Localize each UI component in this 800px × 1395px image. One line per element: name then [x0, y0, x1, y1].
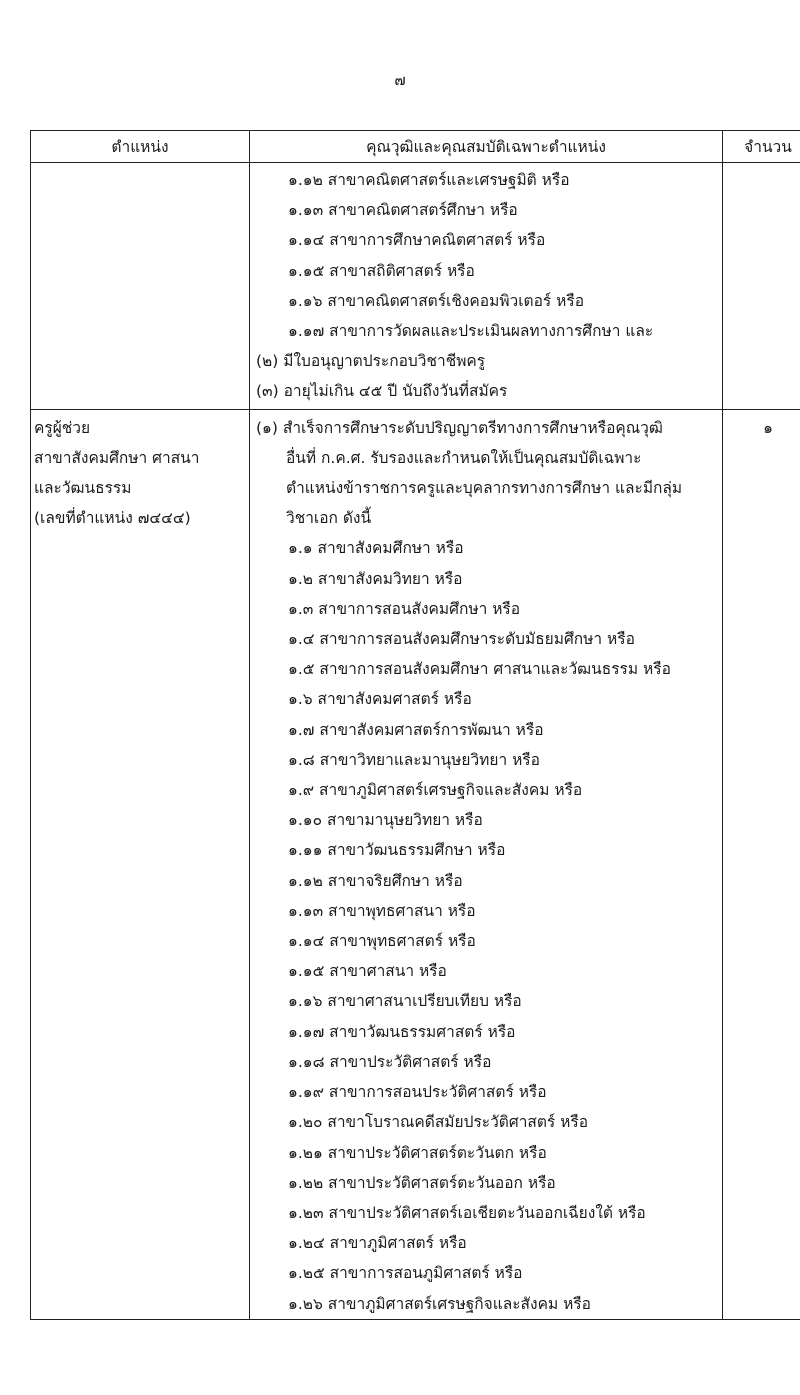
- sub-item: ๑.๒ สาขาสังคมวิทยา หรือ: [288, 569, 463, 588]
- sub-item: ๑.๔ สาขาการสอนสังคมศึกษาระดับมัธยมศึกษา หรือ: [288, 630, 635, 649]
- sub-item: ๑.๑๐ สาขามานุษยวิทยา หรือ: [288, 811, 483, 830]
- sub-item: ๑.๒๔ สาขาภูมิศาสตร์ หรือ: [288, 1234, 467, 1253]
- position-subject: สาขาสังคมศึกษา ศาสนา: [34, 448, 200, 467]
- sub-item: ๑.๑๕ สาขาสถิติศาสตร์ หรือ: [288, 261, 475, 280]
- table-row: [31, 409, 800, 1319]
- sub-item: ๑.๑๑ สาขาวัฒนธรรมศึกษา หรือ: [288, 841, 506, 860]
- table-row: [31, 163, 800, 410]
- sub-item: ๑.๒๒ สาขาประวัติศาสตร์ตะวันออก หรือ: [288, 1173, 556, 1192]
- sub-item: ๑.๑๙ สาขาการสอนประวัติศาสตร์ หรือ: [288, 1083, 547, 1102]
- qualification-intro-cont: วิชาเอก ดังนี้: [286, 509, 372, 528]
- qualification-cell: [250, 409, 723, 1319]
- count-cell: ๑: [723, 409, 800, 1319]
- sub-item: ๑.๑ สาขาสังคมศึกษา หรือ: [288, 539, 464, 558]
- header-position: ตำแหน่ง: [31, 131, 250, 163]
- position-cell: [31, 409, 250, 1319]
- sub-item: ๑.๑๗ สาขาการวัดผลและประเมินผลทางการศึกษา และ: [288, 322, 654, 341]
- qualification-table: [30, 130, 800, 1320]
- sub-item: ๑.๙ สาขาภูมิศาสตร์เศรษฐกิจและสังคม หรือ: [288, 781, 583, 800]
- sub-item: ๑.๑๔ สาขาพุทธศาสตร์ หรือ: [288, 932, 476, 951]
- qualification-intro-cont: อื่นที่ ก.ค.ศ. รับรองและกำหนดให้เป็นคุณสมบัติเฉพาะ: [286, 448, 642, 467]
- sub-item: ๑.๒๕ สาขาการสอนภูมิศาสตร์ หรือ: [288, 1264, 523, 1283]
- qualification-item: (๓) อายุไม่เกิน ๔๕ ปี นับถึงวันที่สมัคร: [256, 382, 508, 401]
- header-qualifications: คุณวุฒิและคุณสมบัติเฉพาะตำแหน่ง: [250, 131, 723, 163]
- qualification-cell: [250, 163, 723, 410]
- position-number: (เลขที่ตำแหน่ง ๗๔๔๔): [34, 508, 191, 527]
- sub-item: ๑.๒๖ สาขาภูมิศาสตร์เศรษฐกิจและสังคม หรือ: [288, 1294, 591, 1313]
- sub-item: ๑.๒๑ สาขาประวัติศาสตร์ตะวันตก หรือ: [288, 1143, 547, 1162]
- sub-item: ๑.๕ สาขาการสอนสังคมศึกษา ศาสนาและวัฒนธรรม หรือ: [288, 660, 671, 679]
- sub-item: ๑.๒๓ สาขาประวัติศาสตร์เอเชียตะวันออกเฉียงใต้ หรือ: [288, 1203, 646, 1222]
- sub-item: ๑.๑๗ สาขาวัฒนธรรมศาสตร์ หรือ: [288, 1022, 516, 1041]
- qualification-intro-cont: ตำแหน่งข้าราชการครูและบุคลากรทางการศึกษา และมีกลุ่ม: [286, 479, 683, 498]
- sub-item: ๑.๖ สาขาสังคมศาสตร์ หรือ: [288, 690, 472, 709]
- page-number: ๗: [394, 71, 406, 89]
- sub-item: ๑.๓ สาขาการสอนสังคมศึกษา หรือ: [288, 599, 521, 618]
- sub-item: ๑.๑๖ สาขาศาสนาเปรียบเทียบ หรือ: [288, 992, 522, 1011]
- sub-item: ๑.๑๓ สาขาคณิตศาสตร์ศึกษา หรือ: [288, 201, 518, 220]
- sub-item: ๑.๑๓ สาขาพุทธศาสนา หรือ: [288, 901, 476, 920]
- sub-item: ๑.๑๕ สาขาศาสนา หรือ: [288, 962, 447, 981]
- sub-item: ๑.๗ สาขาสังคมศาสตร์การพัฒนา หรือ: [288, 720, 544, 739]
- position-subject-cont: และวัฒนธรรม: [34, 478, 132, 497]
- sub-item: ๑.๑๘ สาขาประวัติศาสตร์ หรือ: [288, 1052, 492, 1071]
- sub-item: ๑.๑๒ สาขาคณิตศาสตร์และเศรษฐมิติ หรือ: [288, 171, 570, 189]
- table-header-row: [31, 131, 800, 163]
- position-title: ครูผู้ช่วย: [34, 418, 91, 437]
- sub-item: ๑.๘ สาขาวิทยาและมานุษยวิทยา หรือ: [288, 750, 540, 769]
- sub-item: ๑.๑๖ สาขาคณิตศาสตร์เชิงคอมพิวเตอร์ หรือ: [288, 291, 585, 310]
- position-cell: [31, 163, 250, 410]
- count-cell: [723, 163, 800, 410]
- sub-item: ๑.๑๒ สาขาจริยศึกษา หรือ: [288, 871, 463, 890]
- sub-item: ๑.๑๔ สาขาการศึกษาคณิตศาสตร์ หรือ: [288, 231, 546, 250]
- header-count: จำนวน: [723, 131, 800, 163]
- qualification-intro: (๑) สำเร็จการศึกษาระดับปริญญาตรีทางการศึกษาหรือคุณวุฒิ: [256, 418, 663, 437]
- qualification-item: (๒) มีใบอนุญาตประกอบวิชาชีพครู: [256, 352, 486, 371]
- sub-item: ๑.๒๐ สาขาโบราณคดีสมัยประวัติศาสตร์ หรือ: [288, 1113, 589, 1132]
